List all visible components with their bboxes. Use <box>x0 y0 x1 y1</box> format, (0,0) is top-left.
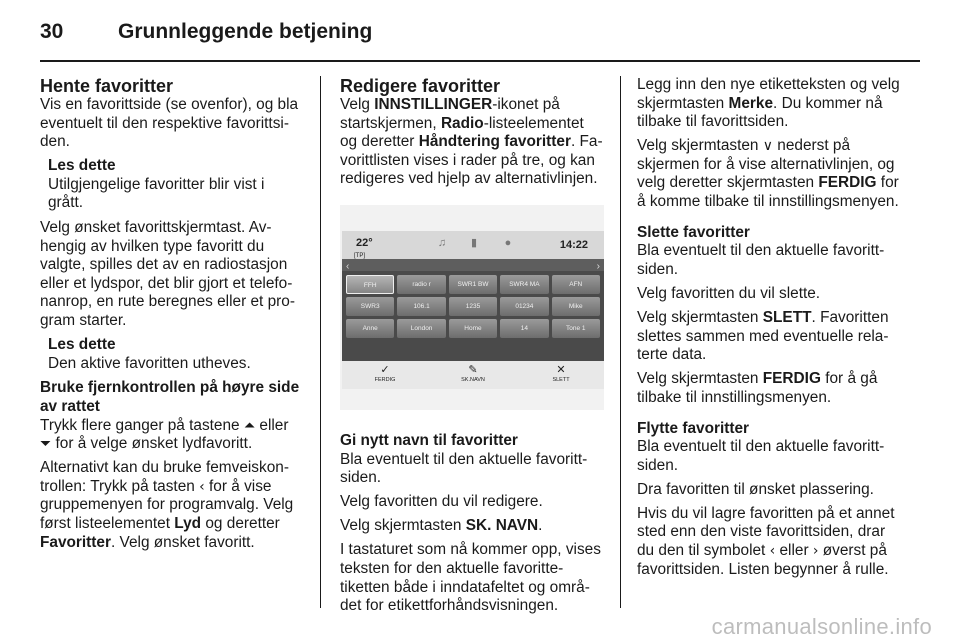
text: Legg inn den nye etiketteksten og velg skjermtasten <box>637 76 900 112</box>
delete-label: SLETT <box>552 376 570 383</box>
text: . Favorittlisten vises i rader på tre, og kan redigeres ved hjelp av alternativlinjen. <box>340 133 603 188</box>
paragraph: Bla eventuelt til den aktuelle favorittsiden. <box>637 438 885 474</box>
bold-term: Radio <box>440 114 484 132</box>
close-icon: ✕ <box>556 362 566 376</box>
text: Velg skjermtasten <box>340 517 462 535</box>
up-arrow-key-icon: ⏶ <box>243 417 256 434</box>
favorites-row <box>346 275 600 294</box>
text: Velg skjermtasten <box>637 309 759 327</box>
column-1 <box>40 76 302 558</box>
temperature: 22° <box>356 236 373 249</box>
favorite-tile[interactable]: 01234 <box>500 297 548 316</box>
favorite-tile[interactable]: Mike <box>552 297 600 316</box>
paragraph: Dra favoritten til ønsket plassering. <box>637 480 874 498</box>
paragraph <box>637 76 905 132</box>
favorite-tile[interactable]: SWR1 BW <box>449 275 497 294</box>
watermark: carmanualsonline.info <box>711 614 932 639</box>
chevron-down-icon: ∨ <box>762 138 774 155</box>
text: eller <box>259 416 289 434</box>
paragraph <box>637 370 905 407</box>
text: . Velg ønsket favoritt. <box>111 533 255 551</box>
tp-indicator: [TP] <box>354 252 366 259</box>
text: Trykk flere ganger på tastene <box>40 416 240 434</box>
text: . Du kommer nå tilbake til favorittsiden. <box>637 94 883 131</box>
text: for å vise gruppemenyen for programvalg. Velg først listeelementet <box>40 477 294 532</box>
bold-term: Håndtering favoritter <box>418 133 571 151</box>
nav-icon: ● <box>504 236 512 249</box>
text: for å gå tilbake til innstillingsmenyen. <box>637 370 878 406</box>
paragraph: Velg ønsket favorittskjermtast. Avhengig av hvilken type favoritt du valgte, spilles det av en radiostasjon eller et lydspor, det blir gjort et telefonanrop, en rute beregnes eller et program starter. <box>40 219 295 330</box>
bold-term: INNSTILLINGER <box>374 96 493 113</box>
favorite-tile[interactable]: SWR3 <box>346 297 394 316</box>
favorites-screen-figure <box>340 205 604 410</box>
bold-term: Merke <box>728 94 774 112</box>
text: Velg skjermtasten <box>637 137 759 155</box>
text: eller <box>779 542 809 560</box>
text: og deretter <box>205 514 280 532</box>
paragraph: I tastaturet som nå kommer opp, vises teksten for den aktuelle favorittetiketten både i inndatafeltet og området for etikettforhåndsvisningen. <box>340 541 601 615</box>
column-divider-2 <box>620 76 621 608</box>
phone-icon: ▮ <box>470 236 478 249</box>
column-divider-1 <box>320 76 321 608</box>
favorite-tile[interactable]: FFH <box>346 275 394 294</box>
note-box <box>40 157 302 213</box>
paragraph: Velg favoritten du vil slette. <box>637 284 821 302</box>
favorite-tile[interactable]: 106.1 <box>397 297 445 316</box>
status-bar <box>342 231 604 259</box>
text: for å velge ønsket lydfavoritt. <box>55 435 253 453</box>
favorites-row <box>346 297 600 316</box>
section-heading-edit: Redigere favoritter <box>340 76 501 96</box>
note-box <box>40 336 302 373</box>
rename-label: SK.NAVN <box>461 376 485 383</box>
text: . Favoritten slettes sammen med eventuelle relaterte data. <box>637 309 889 364</box>
paragraph: Bla eventuelt til den aktuelle favorittsiden. <box>637 242 885 278</box>
favorite-tile[interactable]: Anne <box>346 319 394 338</box>
chevron-left-icon[interactable]: ‹ <box>346 260 350 272</box>
paragraph <box>40 459 302 552</box>
text: Alternativt kan du bruke femveiskontrollen: Trykk på tasten <box>40 459 289 495</box>
favorite-tile[interactable]: Tone 1 <box>552 319 600 338</box>
chevron-right-icon: › <box>812 543 819 560</box>
paragraph: Bla eventuelt til den aktuelle favorittsiden. <box>340 450 588 487</box>
pencil-icon: ✎ <box>468 362 478 376</box>
note-title: Les dette <box>48 336 116 354</box>
favorite-tile[interactable]: radio r <box>397 275 445 294</box>
text: for å komme tilbake til innstillingsmenyen. <box>637 174 899 211</box>
favorite-tile[interactable]: 14 <box>500 319 548 338</box>
text: nederst på skjermen for å vise alternativlinjen, og velg deretter skjermtasten <box>637 137 895 192</box>
music-icon: ♫ <box>437 236 447 249</box>
favorite-tile[interactable]: AFN <box>552 275 600 294</box>
subheading-move: Flytte favoritter <box>637 419 750 437</box>
paragraph <box>40 417 302 454</box>
note-title: Les dette <box>48 157 116 175</box>
chevron-right-icon[interactable]: › <box>596 260 600 272</box>
chevron-left-icon: ‹ <box>199 478 205 495</box>
note-text: Den aktive favoritten utheves. <box>48 354 251 372</box>
text: Velg skjermtasten <box>637 370 759 388</box>
favorite-tile[interactable]: SWR4 MA <box>500 275 548 294</box>
bold-term: Lyd <box>174 514 202 532</box>
page-nav-bar <box>342 259 604 271</box>
checkmark-icon: ✓ <box>380 362 390 376</box>
note-text: Utilgjengelige favoritter blir vist i grått. <box>48 175 265 212</box>
text: Velg <box>340 96 370 113</box>
column-2 <box>340 76 604 621</box>
page-header <box>40 18 920 58</box>
favorite-tile[interactable]: 1235 <box>449 297 497 316</box>
text: . <box>538 517 543 535</box>
subheading-rename: Gi nytt navn til favoritter <box>340 431 518 449</box>
paragraph: Vis en favorittside (se ovenfor), og bla eventuelt til den respektive favorittsiden. <box>40 96 299 151</box>
delete-button[interactable] <box>536 363 586 384</box>
page-title: Grunnleggende betjening <box>118 20 373 43</box>
subheading-delete: Slette favoritter <box>637 223 750 241</box>
text: -listeelementet og deretter <box>340 114 584 151</box>
bold-term: Favoritter <box>40 533 111 551</box>
paragraph <box>637 505 905 579</box>
option-bar <box>342 361 604 389</box>
infotainment-screen <box>342 231 604 389</box>
paragraph: Velg favoritten du vil redigere. <box>340 493 543 511</box>
paragraph <box>340 517 604 536</box>
favorites-grid <box>346 275 600 341</box>
favorite-tile[interactable]: London <box>397 319 445 338</box>
section-heading-retrieve: Hente favoritter <box>40 76 174 96</box>
done-button[interactable] <box>360 363 410 384</box>
bold-term: SLETT <box>762 309 812 327</box>
bold-term: FERDIG <box>762 370 821 388</box>
column-3 <box>637 76 905 585</box>
paragraph <box>340 96 604 189</box>
page-number: 30 <box>40 20 64 43</box>
done-label: FERDIG <box>374 376 396 383</box>
subheading-steering-remote: Bruke fjernkontrollen på høyre side av rattet <box>40 379 300 415</box>
paragraph <box>637 137 905 211</box>
rename-button[interactable] <box>448 363 498 384</box>
paragraph <box>637 309 905 365</box>
bold-term: SK. NAVN <box>465 517 539 535</box>
bold-term: FERDIG <box>818 174 877 192</box>
header-rule <box>40 60 920 62</box>
clock: 14:22 <box>559 238 588 251</box>
text: -ikonet på startskjermen, <box>340 96 560 132</box>
favorite-tile[interactable]: Home <box>449 319 497 338</box>
text: øverst på favorittsiden. Listen begynner å rulle. <box>637 542 889 578</box>
favorites-row <box>346 319 600 338</box>
chevron-left-icon: ‹ <box>769 543 776 560</box>
down-arrow-key-icon: ⏷ <box>40 436 52 453</box>
text: Hvis du vil lagre favoritten på et annet sted enn den viste favorittsiden, drar du den til symbolet <box>637 504 895 560</box>
